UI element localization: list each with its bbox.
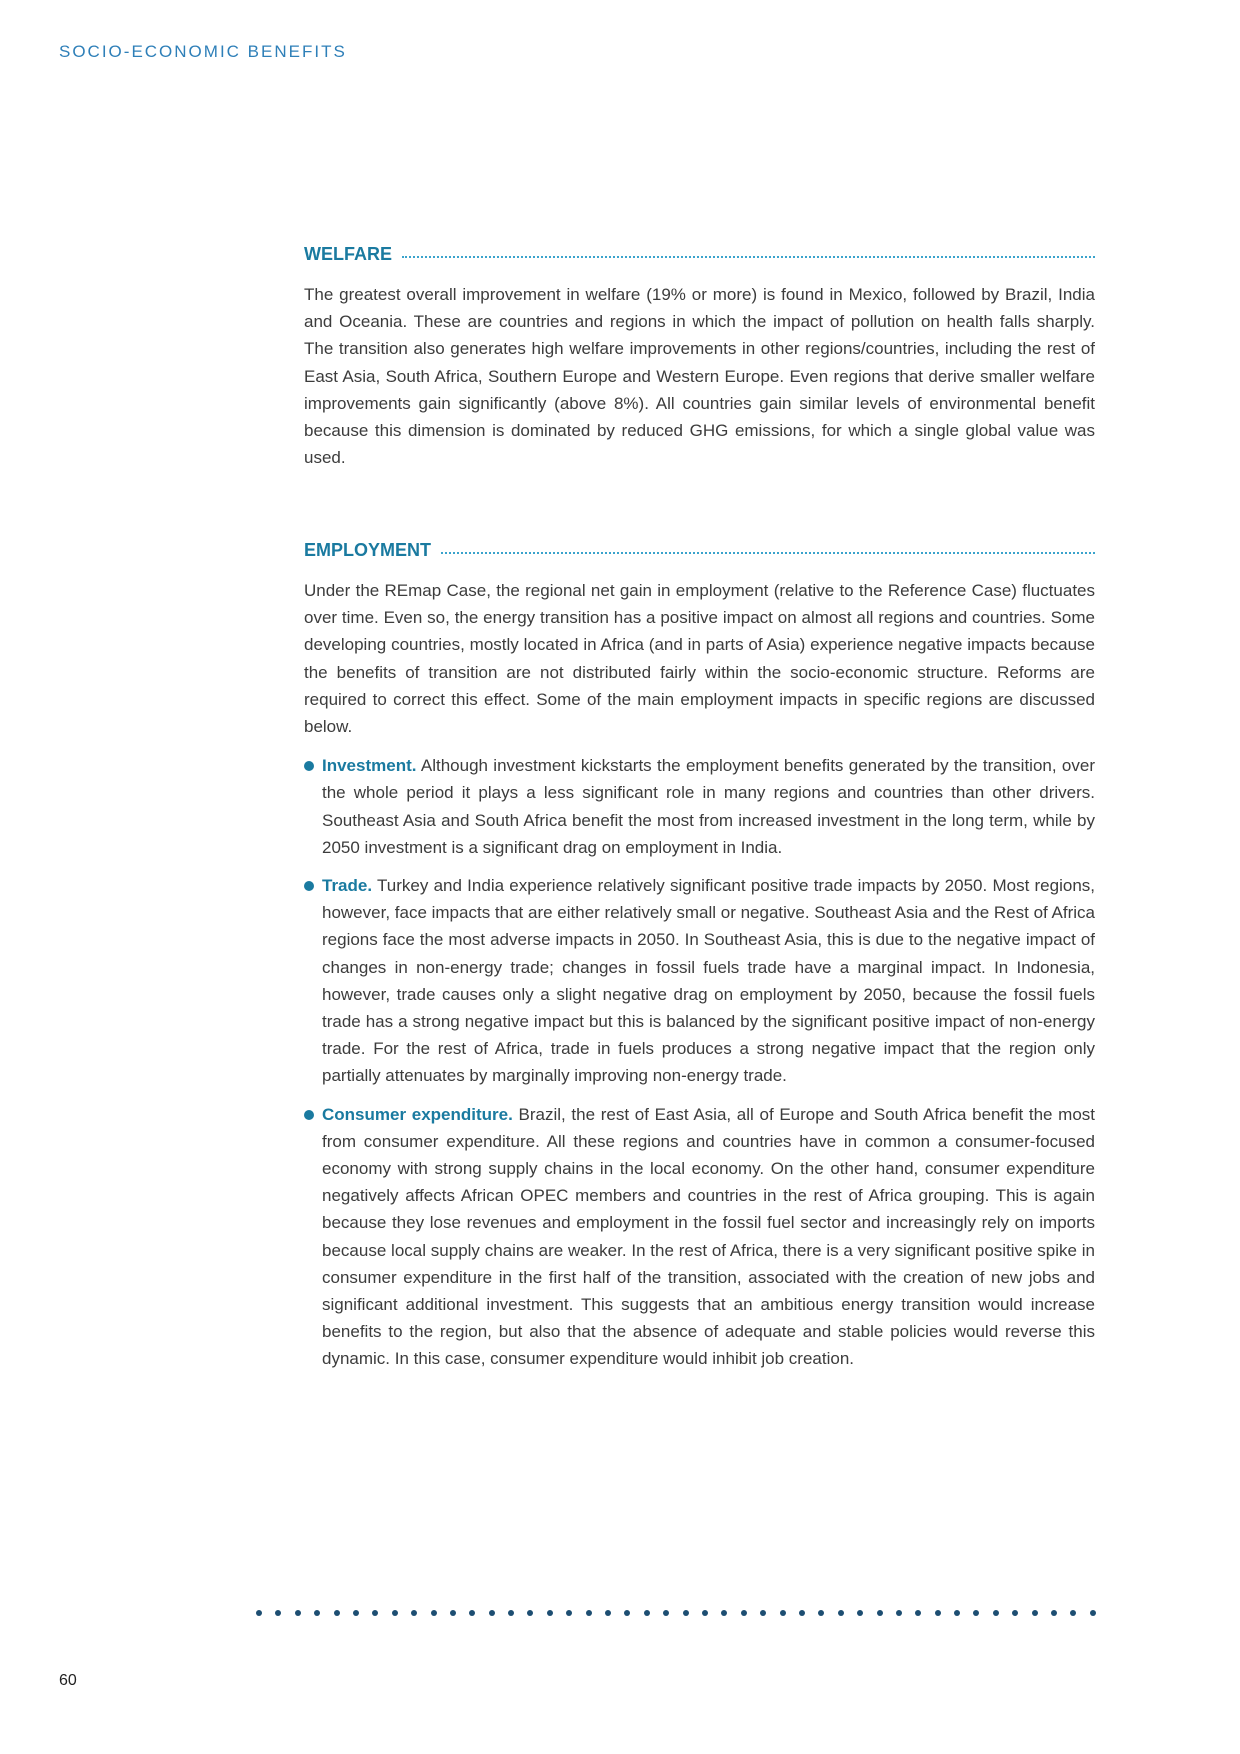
- divider-dot: [1012, 1610, 1018, 1616]
- divider-dot: [702, 1610, 708, 1616]
- divider-dot: [644, 1610, 650, 1616]
- bullet-trade: [304, 872, 1095, 1090]
- divider-dot: [663, 1610, 669, 1616]
- divider-dot: [1051, 1610, 1057, 1616]
- divider-dot: [489, 1610, 495, 1616]
- employment-intro: Under the REmap Case, the regional net gain in employment (relative to the Reference Case) fluctuates over time. Even so, the energy transition has a positive impact on almost all regions and countries. Some developing countries, mostly located in Africa (and in parts of Asia) experience negative impacts because the benefits of transition are not distributed fairly within the socio-economic structure. Reforms are required to correct this effect. Some of the main employment impacts in specific regions are discussed below.: [304, 581, 1095, 737]
- divider-dot: [780, 1610, 786, 1616]
- bullet-consumer-expenditure: [304, 1101, 1095, 1373]
- divider-dot: [256, 1610, 262, 1616]
- divider-dot: [799, 1610, 805, 1616]
- divider-dot: [586, 1610, 592, 1616]
- employment-section: [304, 540, 1095, 1384]
- divider-dot: [1032, 1610, 1038, 1616]
- divider-dot: [508, 1610, 514, 1616]
- divider-dot: [741, 1610, 747, 1616]
- divider-dot: [547, 1610, 553, 1616]
- divider-dot: [624, 1610, 630, 1616]
- divider-dot: [915, 1610, 921, 1616]
- employment-heading: [304, 540, 1095, 561]
- divider-dot: [935, 1610, 941, 1616]
- divider-dot: [973, 1610, 979, 1616]
- divider-dot: [392, 1610, 398, 1616]
- bullet-dot-icon: [304, 881, 314, 891]
- divider-dot: [450, 1610, 456, 1616]
- page-number: 60: [59, 1672, 77, 1689]
- divider-dot: [314, 1610, 320, 1616]
- welfare-title: WELFARE: [304, 244, 392, 264]
- divider-dot: [527, 1610, 533, 1616]
- divider-dot: [295, 1610, 301, 1616]
- divider-dot: [605, 1610, 611, 1616]
- employment-title: EMPLOYMENT: [304, 540, 432, 560]
- divider-dot: [566, 1610, 572, 1616]
- dotted-rule: [441, 551, 1095, 554]
- employment-bullets: [304, 752, 1095, 1372]
- divider-dot: [683, 1610, 689, 1616]
- divider-dot: [877, 1610, 883, 1616]
- bullet-text: Brazil, the rest of East Asia, all of Europe and South Africa benefit the most from consumer expenditure. All these regions and countries have in common a consumer-focused economy with strong supply chains in the local economy. On the other hand, consumer expenditure negatively affects African OPEC members and countries in the rest of Africa grouping. This is again because they lose revenues and employment in the fossil fuel sector and increasingly rely on imports because local supply chains are weaker. In the rest of Africa, there is a very significant positive spike in consumer expenditure in the first half of the transition, associated with the creation of new jobs and significant additional investment. This suggests that an ambitious energy transition would increase benefits to the region, but also that the absence of adequate and stable policies would reverse this dynamic. In this case, consumer expenditure would inhibit job creation.: [322, 1104, 1096, 1369]
- bullet-text: Although investment kickstarts the employment benefits generated by the transition, over the whole period it plays a less significant role in many regions and countries than other drivers. Southeast Asia and South Africa benefit the most from increased investment in the long term, while by 2050 investment is a significant drag on employment in India.: [322, 756, 1095, 857]
- welfare-section: [304, 244, 1095, 471]
- divider-dot: [760, 1610, 766, 1616]
- bullet-lead: Investment.: [322, 756, 417, 776]
- divider-dot: [857, 1610, 863, 1616]
- divider-dot: [818, 1610, 824, 1616]
- divider-dot: [469, 1610, 475, 1616]
- divider-dot: [721, 1610, 727, 1616]
- bullet-lead: Consumer expenditure.: [322, 1104, 513, 1124]
- divider-dot: [411, 1610, 417, 1616]
- divider-dot: [1070, 1610, 1076, 1616]
- bullet-investment: [304, 752, 1095, 861]
- bullet-text: Turkey and India experience relatively significant positive trade impacts by 2050. Most regions, however, face impacts that are either relatively small or negative. Southeast Asia and the Rest of Africa regions face the most adverse impacts in 2050. In Southeast Asia, this is due to the negative impact of changes in non-energy trade; changes in fossil fuels trade have a marginal impact. In Indonesia, however, trade causes only a slight negative drag on employment by 2050, because the fossil fuels trade has a strong negative impact but this is balanced by the significant positive impact of non-energy trade. For the rest of Africa, trade in fuels produces a strong negative impact that the region only partially attenuates by marginally improving non-energy trade.: [322, 876, 1096, 1086]
- divider-dot: [431, 1610, 437, 1616]
- divider-dot: [372, 1610, 378, 1616]
- bullet-dot-icon: [304, 761, 314, 771]
- divider-dot: [334, 1610, 340, 1616]
- divider-dot: [896, 1610, 902, 1616]
- bullet-dot-icon: [304, 1110, 314, 1120]
- divider-dot: [275, 1610, 281, 1616]
- divider-dot: [993, 1610, 999, 1616]
- bullet-lead: Trade.: [322, 876, 373, 896]
- divider-dot: [838, 1610, 844, 1616]
- divider-dot: [353, 1610, 359, 1616]
- welfare-paragraph: The greatest overall improvement in welfare (19% or more) is found in Mexico, followed by Brazil, India and Oceania. These are countries and regions in which the impact of pollution on health falls sharply. The transition also generates high welfare improvements in other regions/countries, including the rest of East Asia, South Africa, Southern Europe and Western Europe. Even regions that derive smaller welfare improvements gain significantly (above 8%). All countries gain similar levels of environmental benefit because this dimension is dominated by reduced GHG emissions, for which a single global value was used.: [304, 285, 1095, 468]
- divider-dot: [1090, 1610, 1096, 1616]
- divider-dot: [954, 1610, 960, 1616]
- welfare-heading: [304, 244, 1095, 265]
- running-header: SOCIO-ECONOMIC BENEFITS: [59, 42, 347, 61]
- dotted-rule: [402, 255, 1095, 258]
- footer-dotted-divider: [256, 1610, 1096, 1618]
